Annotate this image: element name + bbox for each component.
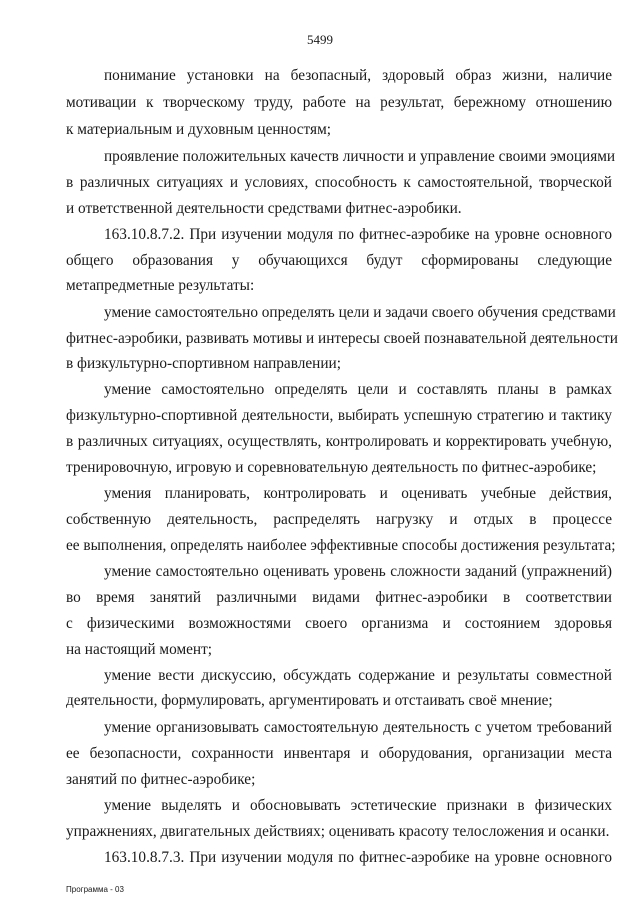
text-line: проявление положительных качеств личности и управление своими эмоциями xyxy=(104,148,616,165)
text-line: мотивации к творческому труду, работе на результат, бережному отношению xyxy=(66,94,612,111)
text-line: к материальным и духовным ценностям; xyxy=(66,121,331,138)
text-line: деятельности, формулировать, аргументировать и отстаивать своё мнение; xyxy=(66,692,553,709)
text-line: 163.10.8.7.3. При изучении модуля по фитнес-аэробике на уровне основного xyxy=(104,849,612,866)
text-line: с физическими возможностями своего организма и состоянием здоровья xyxy=(66,615,612,632)
text-line: физкультурно-спортивной деятельности, выбирать успешную стратегию и тактику xyxy=(66,407,612,424)
text-line: понимание установки на безопасный, здоровый образ жизни, наличие xyxy=(104,67,612,84)
text-line: занятий по фитнес-аэробике; xyxy=(66,771,256,788)
text-line: собственную деятельность, распределять нагрузку и отдых в процессе xyxy=(66,511,612,528)
text-line: умение вести дискуссию, обсуждать содержание и результаты совместной xyxy=(104,667,612,684)
text-line: умения планировать, контролировать и оценивать учебные действия, xyxy=(104,485,612,502)
text-line: фитнес-аэробики, развивать мотивы и интересы своей познавательной деятельности xyxy=(66,330,618,347)
page-number: 5499 xyxy=(307,32,333,47)
text-line: на настоящий момент; xyxy=(66,641,213,658)
text-line: умение самостоятельно оценивать уровень сложности заданий (упражнений) xyxy=(104,563,612,580)
text-line: умение организовывать самостоятельную деятельность с учетом требований xyxy=(104,719,612,736)
text-line: во время занятий различными видами фитнес-аэробики в соответствии xyxy=(66,589,612,606)
text-line: умение выделять и обосновывать эстетические признаки в физических xyxy=(104,797,612,814)
text-line: умение самостоятельно определять цели и задачи своего обучения средствами xyxy=(104,304,616,321)
text-line: тренировочную, игровую и соревновательную деятельность по фитнес-аэробике; xyxy=(66,459,597,476)
text-line: общего образования у обучающихся будут сформированы следующие xyxy=(66,252,612,269)
text-line: метапредметные результаты: xyxy=(66,277,255,294)
footer-label: Программа - 03 xyxy=(66,885,124,894)
text-line: ее безопасности, сохранности инвентаря и оборудования, организации места xyxy=(66,745,612,762)
text-line: в различных ситуациях и условиях, способность к самостоятельной, творческой xyxy=(66,174,612,191)
text-line: и ответственной деятельности средствами фитнес-аэробики. xyxy=(66,200,462,217)
text-line: умение самостоятельно определять цели и составлять планы в рамках xyxy=(104,381,612,398)
text-line: 163.10.8.7.2. При изучении модуля по фитнес-аэробике на уровне основного xyxy=(104,226,612,243)
text-line: упражнениях, двигательных действиях; оценивать красоту телосложения и осанки. xyxy=(66,823,610,840)
text-line: в различных ситуациях, осуществлять, контролировать и корректировать учебную, xyxy=(66,433,612,450)
text-line: в физкультурно-спортивном направлении; xyxy=(66,355,341,372)
text-line: ее выполнения, определять наиболее эффективные способы достижения результата; xyxy=(66,537,616,554)
